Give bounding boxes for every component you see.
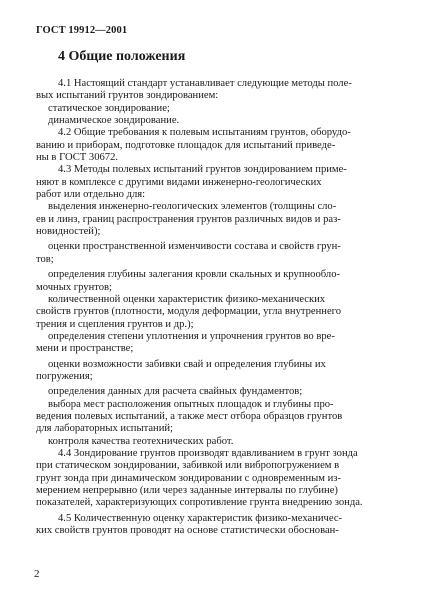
text-line: мочных грунтов;: [36, 281, 112, 293]
section-title: 4 Общие положения: [58, 49, 186, 64]
text-line: 4.5 Количественную оценку характеристик физико-механичес-: [58, 512, 343, 524]
text-line: погружения;: [36, 370, 93, 382]
text-line: определения данных для расчета свайных фундаментов;: [48, 386, 303, 398]
document-body: [36, 78, 409, 537]
text-line: 4.4 Зондирование грунтов производят вдавливанием в грунт зонда: [58, 447, 358, 459]
text-line: мерением непрерывно (или через заданные интервалы по глубине): [36, 485, 338, 496]
text-line: определения глубины залегания кровли скальных и крупнообло-: [48, 269, 341, 281]
text-line: динамическое зондирование.: [48, 115, 180, 127]
text-line: новидностей);: [36, 226, 101, 238]
text-line: оценки возможности забивки свай и определения глубины их: [48, 358, 326, 370]
text-line: свойств грунтов (плотности, модуля деформации, угла внутреннего: [36, 306, 342, 318]
text-line: при статическом зондировании, забивкой или вибропогружением в: [36, 460, 340, 472]
text-line: оценки пространственной изменчивости состава и свойств грун-: [48, 241, 341, 253]
text-line: трения и сцепления грунтов и др.);: [36, 318, 194, 330]
text-line: ванию и приборам, подготовке площадок для испытаний приведе-: [36, 139, 336, 151]
text-line: выделения инженерно-геологических элементов (толщины сло-: [48, 201, 337, 213]
text-line: работ или отдельно для:: [36, 189, 146, 201]
text-line: показателей, характеризующих сопротивление грунта внедрению зонда.: [36, 497, 363, 509]
text-line: статическое зондирование;: [48, 102, 170, 114]
text-line: 4.1 Настоящий стандарт устанавливает следующие методы поле-: [58, 78, 352, 89]
document-header-code: ГОСТ 19912—2001: [36, 25, 128, 36]
text-line: контроля качества геотехнических работ.: [48, 435, 234, 447]
text-line: грунт зонда при динамическом зондировании с одновременным из-: [36, 472, 341, 484]
text-line: количественной оценки характеристик физико-механических: [48, 293, 326, 305]
text-line: тов;: [36, 253, 54, 265]
text-line: вых испытаний грунтов зондированием:: [36, 90, 219, 102]
text-line: мени и пространстве;: [36, 343, 134, 355]
text-line: определения степени уплотнения и упрочнения грунтов во вре-: [48, 330, 335, 342]
text-line: ны в ГОСТ 30672.: [36, 152, 119, 164]
text-line: для лабораторных испытаний;: [36, 423, 173, 435]
text-line: няют в комплексе с другими видами инженерно-геологических: [36, 176, 322, 188]
text-line: 4.2 Общие требования к полевым испытаниям грунтов, оборудо-: [58, 127, 351, 139]
text-line: выбора мест расположения опытных площадок и глубины про-: [48, 398, 334, 410]
text-line: ев и линз, границ распространения грунтов различных видов и раз-: [36, 213, 341, 225]
text-line: ведения полевых испытаний, а также мест отбора образцов грунтов: [36, 410, 343, 422]
text-line: ких свойств грунтов проводят на основе статистически обоснован-: [36, 525, 339, 537]
page-number: 2: [34, 568, 40, 580]
text-line: 4.3 Методы полевых испытаний грунтов зондированием приме-: [58, 164, 347, 176]
